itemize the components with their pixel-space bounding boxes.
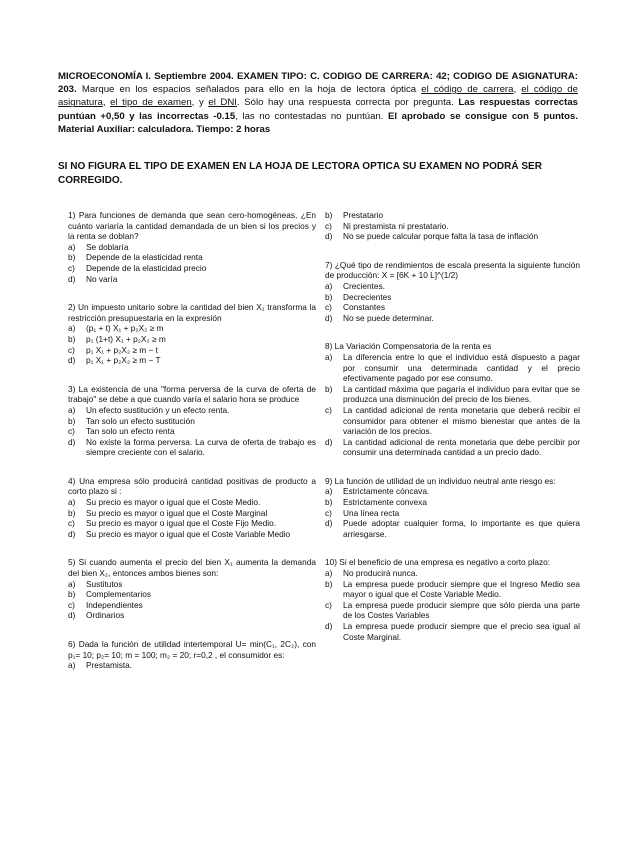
option-text: p₁ (1+t) X₁ + p₂X₂ ≥ m [86, 333, 166, 344]
option-letter: b) [68, 507, 76, 518]
option-text: La cantidad adicional de renta monetaria que debe percibir por consumir una determinada cantidad a un precio dado. [343, 436, 580, 458]
instr-sep-3: , y [191, 97, 209, 109]
answer-option [68, 405, 316, 416]
answer-option [68, 274, 316, 285]
instr-underline-type: el tipo de examen [110, 97, 192, 109]
scoring-rules: Las respuestas correctas puntúan +0,50 y las incorrectas -0.15 [58, 97, 579, 122]
option-letter: c) [68, 344, 75, 355]
answer-option [325, 508, 580, 519]
question-text: 6) Dada la función de utilidad intertemporal U= min(C₁, 2C₂), con p₁= 10; p₂= 10; m = 100; m₂ = 20; r=0,2 , el consumidor es: [68, 639, 316, 660]
option-text: Ordinarios [86, 610, 125, 621]
question-text: 10) Si el beneficio de una empresa es negativo a corto plazo: [325, 557, 551, 568]
option-letter: b) [68, 252, 76, 263]
option-letter: d) [68, 610, 76, 621]
option-letter: d) [325, 621, 333, 631]
question-text: 7) ¿Qué tipo de rendimientos de escala presenta la siguiente función de producción: X = [6K + 10 L]^(1/2) [325, 259, 580, 281]
option-letter: b) [325, 497, 333, 508]
option-text: Prestamista. [86, 660, 133, 671]
answer-option [68, 529, 316, 540]
answer-option [68, 334, 316, 345]
option-letter: b) [325, 291, 333, 302]
option-text: (p₁ + t) X₁ + p₂X₂ ≥ m [86, 323, 164, 334]
option-letter: a) [325, 486, 333, 497]
instr-sep-1: , [513, 84, 522, 96]
question-block [68, 302, 316, 366]
course-title: MICROECONOMÍA [58, 71, 143, 82]
answer-option [68, 263, 316, 274]
option-letter: a) [325, 280, 333, 291]
option-letter: d) [68, 355, 76, 366]
option-letter: a) [68, 241, 76, 252]
question-block [325, 557, 580, 642]
answer-option [325, 621, 580, 642]
question-block [68, 210, 316, 284]
option-letter: a) [68, 404, 76, 415]
option-text: p₁ X₁ + p₂X₂ ≥ m − T [86, 355, 161, 366]
answer-option [325, 518, 580, 539]
answer-option [68, 508, 316, 519]
option-letter: a) [68, 660, 76, 671]
option-text: Tan solo un efecto sustitución [86, 415, 195, 426]
material-time: Material Auxiliar: calculadora. Tiempo: 2 horas [58, 123, 271, 135]
question-block [68, 476, 316, 540]
question-block [325, 476, 580, 540]
option-text: La empresa puede producir siempre que el Ingreso Medio sea mayor o igual que el Coste Variable Medio. [343, 578, 580, 600]
question-text: 3) La existencia de una "forma perversa de la curva de oferta de trabajo" se debe a que cuando varía el salario hora se produce [68, 383, 316, 405]
answer-option [68, 345, 316, 356]
answer-option [325, 600, 580, 621]
warning-notice: SI NO FIGURA EL TIPO DE EXAMEN EN LA HOJA DE LECTORA OPTICA SU EXAMEN NO PODRÁ SER CORREGIDO. [58, 161, 542, 186]
answer-option [325, 486, 580, 497]
option-letter: c) [68, 599, 75, 610]
option-letter: b) [325, 578, 333, 589]
option-letter: c) [68, 262, 75, 273]
option-letter: c) [68, 518, 75, 529]
answer-option [325, 281, 580, 292]
option-text: Decrecientes [343, 291, 392, 302]
option-text: Independientes [86, 599, 143, 610]
option-letter: c) [325, 507, 332, 518]
answer-option [325, 302, 580, 313]
answer-option [68, 416, 316, 427]
option-letter: c) [325, 404, 332, 415]
exam-date: I. Septiembre 2004. [142, 71, 237, 82]
answer-option [325, 568, 580, 579]
question-block [325, 260, 580, 324]
option-text: No varía [86, 273, 118, 284]
answer-option [68, 660, 316, 671]
option-letter: b) [325, 383, 333, 394]
option-text: La empresa puede producir siempre que el precio sea igual al Coste Marginal. [343, 621, 580, 642]
option-letter: d) [325, 312, 333, 323]
answer-option [325, 384, 580, 405]
answer-option [68, 242, 316, 253]
answer-option [68, 579, 316, 590]
question-block [325, 210, 580, 242]
instructions-1: Marque en los espacios señalados para ello en la hoja de lectora óptica [76, 84, 422, 96]
option-text: Estrictamente convexa [343, 497, 427, 508]
instr-underline-career: el código de carrera [421, 84, 514, 96]
option-text: Constantes [343, 302, 385, 313]
option-letter: c) [325, 302, 332, 313]
option-text: No producirá nunca. [343, 568, 418, 579]
instr-underline-dni: el DNI [208, 97, 237, 109]
question-text: 1) Para funciones de demanda que sean cero-homogéneas, ¿En cuánto variaría la cantidad demandada de un bien si los precios y la renta se doblan? [68, 210, 316, 242]
option-text: p₁ X₁ + p₂X₂ ≥ m − t [86, 344, 158, 355]
answer-option [325, 292, 580, 303]
option-letter: b) [68, 333, 76, 344]
option-letter: b) [68, 415, 76, 426]
exam-header [58, 70, 578, 136]
option-text: No se puede calcular porque falta la tasa de inflación [343, 231, 539, 242]
question-block [68, 639, 316, 671]
option-letter: c) [68, 426, 75, 437]
option-text: Sustitutos [86, 578, 123, 589]
question-block [68, 557, 316, 621]
instructions-3: , las no contestadas no puntúan. [235, 110, 388, 122]
right-column [325, 210, 580, 660]
option-letter: c) [325, 220, 332, 231]
answer-option [325, 497, 580, 508]
answer-option [325, 231, 580, 242]
option-letter: a) [68, 578, 76, 589]
option-letter: d) [325, 436, 333, 447]
option-text: Crecientes. [343, 280, 385, 291]
option-text: La cantidad adicional de renta monetaria que deberá recibir el consumidor para obtener el mismo bienestar que antes de la variación de los precios. [343, 404, 580, 437]
answer-option [68, 589, 316, 600]
option-text: Su precio es mayor o igual que el Coste Fijo Medio. [86, 518, 277, 529]
answer-option [68, 610, 316, 621]
left-column [68, 210, 316, 689]
instr-sep-2: , [102, 97, 111, 109]
option-letter: a) [325, 351, 333, 362]
option-text: Un efecto sustitución y un efecto renta. [86, 404, 230, 415]
question-text: 5) Si cuando aumenta el precio del bien X₁ aumenta la demanda del bien X₂, entonces ambos bienes son: [68, 557, 316, 579]
option-text: Ni prestamista ni prestatario. [343, 220, 449, 231]
pass-mark: El aprobado se consigue con 5 puntos. [387, 110, 578, 122]
answer-option [68, 437, 316, 458]
option-text: Una línea recta [343, 507, 400, 518]
answer-option [325, 313, 580, 324]
option-letter: c) [325, 599, 332, 610]
option-text: Estrictamente cóncava. [343, 486, 430, 497]
option-text: No se puede determinar. [343, 312, 434, 323]
option-letter: a) [68, 323, 76, 334]
question-block [68, 384, 316, 458]
option-letter: b) [68, 589, 76, 600]
option-letter: d) [325, 231, 333, 242]
option-letter: d) [68, 528, 76, 539]
option-text: Su precio es mayor o igual que el Coste Marginal [86, 507, 268, 518]
option-text: Se doblaría [86, 241, 129, 252]
answer-option [325, 210, 580, 221]
instr-underline-subject: el código de asignatura [58, 84, 578, 109]
answer-option [325, 579, 580, 600]
option-text: La diferencia entre lo que el individuo está dispuesto a pagar por consumir una determinada cantidad y el precio efectivamente pagado por ese consumo. [343, 351, 580, 384]
option-text: La empresa puede producir siempre que sólo pierda una parte de los Costes Variables [343, 599, 580, 621]
answer-option [68, 355, 316, 366]
answer-option [68, 497, 316, 508]
answer-option [68, 323, 316, 334]
option-letter: a) [325, 568, 333, 579]
answer-option [68, 252, 316, 263]
answer-option [325, 221, 580, 232]
option-letter: d) [68, 273, 76, 284]
option-text: Tan solo un efecto renta [86, 426, 175, 437]
option-text: No existe la forma perversa. La curva de oferta de trabajo es siempre creciente con el salario. [86, 436, 316, 458]
option-letter: d) [68, 436, 76, 447]
answer-option [325, 437, 580, 458]
answer-option [325, 352, 580, 384]
option-text: Depende de la elasticidad precio [86, 262, 207, 273]
option-text: Depende de la elasticidad renta [86, 252, 203, 263]
question-text: 8) La Variación Compensatoria de la renta es [325, 341, 492, 352]
instructions-2: . Sólo hay una respuesta correcta por pregunta. [236, 97, 459, 109]
question-text: 9) La función de utilidad de un individuo neutral ante riesgo es: [325, 475, 556, 486]
answer-option [68, 518, 316, 529]
option-text: Prestatario [343, 210, 384, 220]
answer-option [68, 600, 316, 611]
option-text: Complementarios [86, 589, 152, 600]
option-text: Su precio es mayor o igual que el Coste Variable Medio [86, 528, 291, 539]
answer-option [68, 426, 316, 437]
question-text: 4) Una empresa sólo producirá cantidad positivas de producto a corto plazo si : [68, 475, 316, 497]
option-text: Su precio es mayor o igual que el Coste Medio. [86, 497, 261, 508]
question-text: 2) Un impuesto unitario sobre la cantidad del bien X₁ transforma la restricción presupuestaria en la expresión [68, 302, 316, 323]
option-text: La cantidad máxima que pagaría el individuo para evitar que se produzca una disminución del precio de los bienes. [343, 383, 580, 405]
answer-option [325, 405, 580, 437]
exam-codes: EXAMEN TIPO: C. CODIGO DE CARRERA: 42; CODIGO DE ASIGNATURA: 203. [58, 71, 578, 96]
option-letter: a) [68, 497, 76, 508]
option-letter: d) [325, 518, 333, 529]
option-letter: b) [325, 210, 333, 220]
question-block [325, 341, 580, 458]
option-text: Puede adoptar cualquier forma, lo importante es que quiera arriesgarse. [343, 518, 580, 539]
